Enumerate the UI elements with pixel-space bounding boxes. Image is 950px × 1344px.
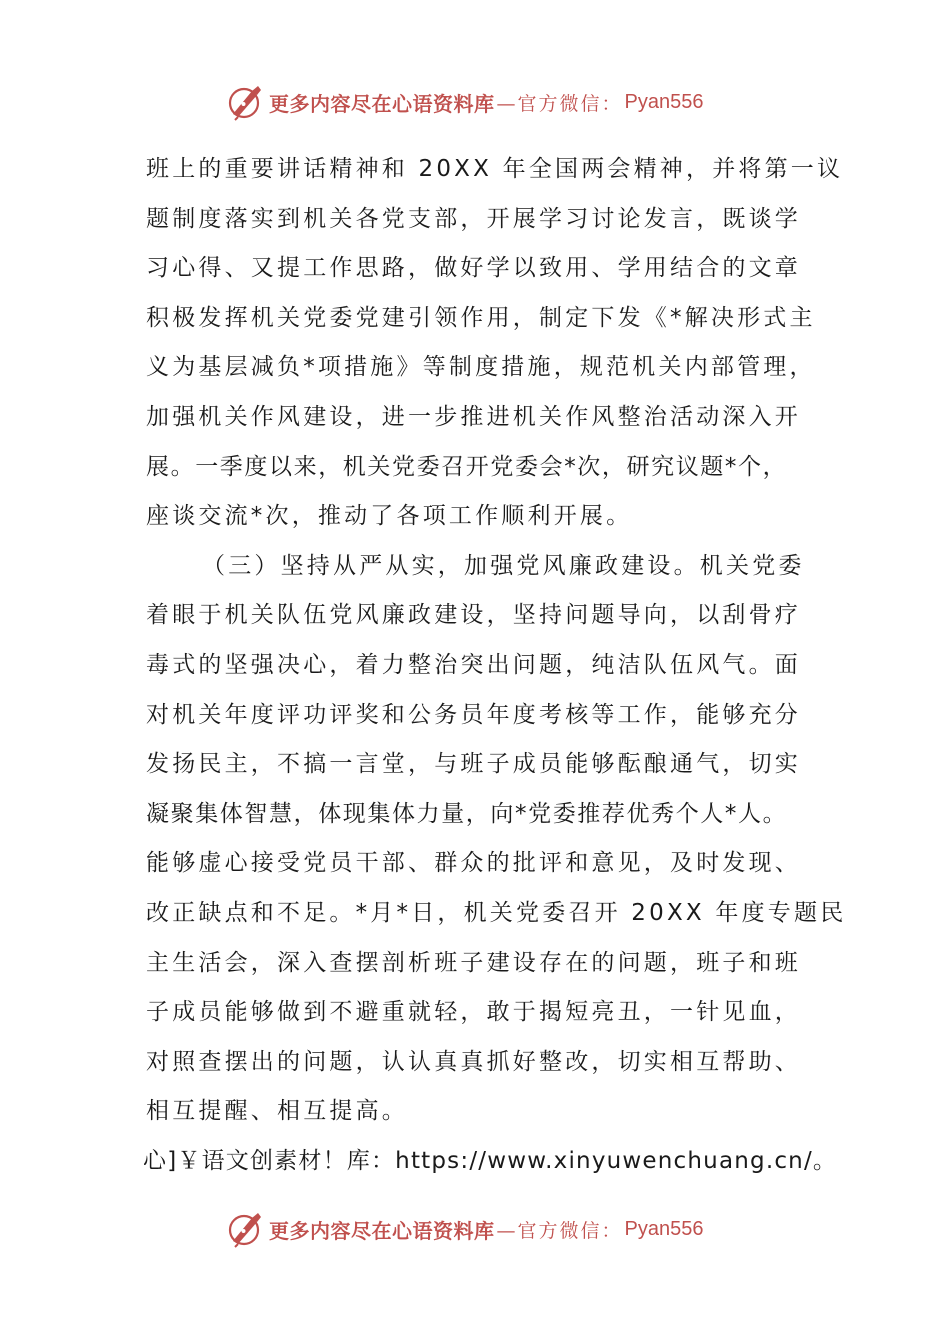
- body-line: 子成员能够做到不避重就轻，敢于揭短亮丑，一针见血，: [146, 999, 801, 1026]
- body-line: 积极发挥机关党委党建引领作用，制定下发《*解决形式主: [146, 304, 816, 331]
- header-banner: [225, 80, 703, 124]
- banner-wechat-id: Pyan556: [624, 1217, 704, 1240]
- body-line: 能够虚心接受党员干部、群众的批评和意见，及时发现、: [146, 850, 801, 877]
- body-line: 习心得、又提工作思路，做好学以致用、学用结合的文章: [146, 255, 801, 282]
- section-heading-line: （三）坚持从严从实，加强党风廉政建设。机关党委: [202, 552, 805, 579]
- body-line: 发扬民主，不搞一言堂，与班子成员能够酝酿通气，切实: [146, 751, 801, 778]
- body-line: 对照查摆出的问题，认认真真抓好整改，切实相互帮助、: [146, 1048, 801, 1075]
- body-line: 义为基层减负*项措施》等制度措施，规范机关内部管理，: [146, 354, 816, 381]
- body-line: 相互提醒、相互提高。: [146, 1098, 408, 1125]
- banner-wechat-label: —官方微信：: [496, 1219, 623, 1242]
- body-line: 加强机关作风建设，进一步推进机关作风整治活动深入开: [146, 403, 801, 430]
- body-line: 毒式的坚强决心，着力整治突出问题，纯洁队伍风气。面: [146, 651, 801, 678]
- body-line: 改正缺点和不足。*月*日，机关党委召开 20XX 年度专题民: [146, 899, 847, 926]
- fountain-pen-logo-icon: [225, 82, 265, 122]
- body-line: 凝聚集体智慧，体现集体力量，向*党委推荐优秀个人*人。: [146, 800, 788, 827]
- banner-title: 更多内容尽在心语资料库: [269, 1218, 495, 1243]
- body-line: 班上的重要讲话精神和 20XX 年全国两会精神，并将第一议: [146, 156, 844, 182]
- body-line: 着眼于机关队伍党风廉政建设，坚持问题导向，以刮骨疗: [146, 602, 801, 629]
- banner-wechat-id: Pyan556: [624, 90, 704, 113]
- banner-title: 更多内容尽在心语资料库: [269, 91, 495, 116]
- body-line: 题制度落实到机关各党支部，开展学习讨论发言，既谈学: [146, 205, 801, 232]
- body-line: 对机关年度评功评奖和公务员年度考核等工作，能够充分: [146, 701, 801, 728]
- footer-banner: [225, 1207, 703, 1251]
- body-line: 主生活会，深入查摆剖析班子建设存在的问题，班子和班: [146, 949, 801, 976]
- document-body: [143, 145, 847, 1186]
- fountain-pen-logo-icon: [225, 1209, 265, 1249]
- body-line: 展。一季度以来，机关党委召开党委会*次，研究议题*个，: [146, 453, 788, 480]
- banner-wechat-label: —官方微信：: [496, 92, 623, 115]
- source-url-line: 心]￥语文创素材！库：https://www.xinyuwenchuang.cn/。: [143, 1147, 838, 1174]
- body-line: 座谈交流*次，推动了各项工作顺利开展。: [146, 503, 633, 530]
